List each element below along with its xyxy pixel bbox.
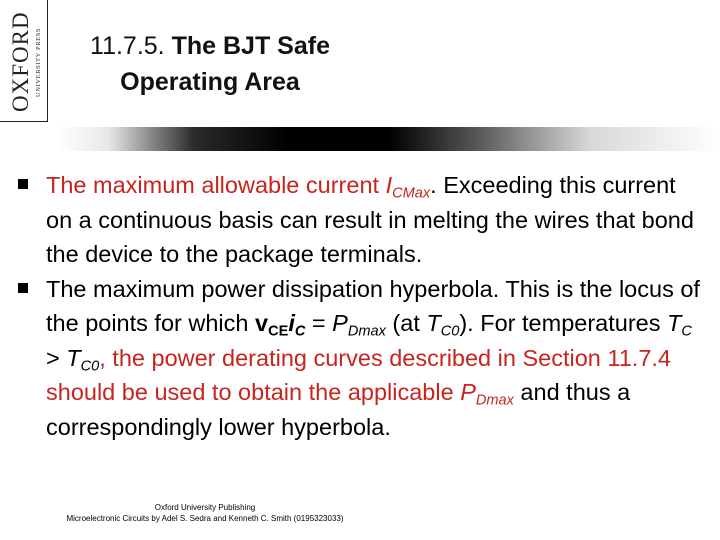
- title-divider-bar: [0, 127, 720, 151]
- bullet-item: [18, 272, 708, 445]
- bullet-item: [18, 168, 708, 272]
- title-line-1: The BJT Safe: [171, 32, 330, 60]
- footer-book: Microelectronic Circuits by Adel S. Sedra and Kenneth C. Smith (0195323033): [66, 514, 344, 523]
- at-text: (at: [385, 310, 427, 336]
- pdmax-symbol-2: $P_{Dmax}$: [460, 379, 514, 409]
- ic-symbol: $i_C$: [288, 310, 306, 340]
- logo-subtitle: UNIVERSITY PRESS: [35, 27, 42, 97]
- bullet-2-text: The maximum power dissipation hyperbola. This is the locus of the points for which: [46, 275, 700, 336]
- oxford-logo: [0, 0, 48, 122]
- pdmax-symbol: $P_{Dmax}$: [332, 310, 386, 340]
- tc-symbol: $T_C$: [667, 310, 692, 340]
- tc0-symbol-2: $T_{C0}$: [66, 344, 100, 374]
- slide-content: [18, 168, 708, 444]
- page-title: [70, 28, 350, 100]
- title-line-2: Operating Area: [120, 68, 300, 96]
- vce-symbol: $v_{CE}$: [255, 310, 289, 340]
- current-symbol: $I_{CMax}$: [385, 172, 431, 202]
- tc0-symbol: $T_{C0}$: [426, 310, 460, 340]
- footer-citation: [20, 502, 390, 524]
- square-bullet-icon: [18, 179, 28, 189]
- equals-sign: =: [305, 310, 333, 336]
- footer-publisher: Oxford University Publishing: [154, 503, 256, 512]
- square-bullet-icon: [18, 283, 28, 293]
- greater-than: >: [46, 344, 67, 371]
- logo-wordmark: OXFORD: [8, 11, 33, 113]
- bullet-1-rest: . Exceeding this current on a continuous basis can result in melting the wires that bond the device to the package terminals.: [46, 172, 694, 267]
- temperatures-text: ). For temperatures: [459, 310, 668, 336]
- bullet-1-intro: The maximum allowable current: [46, 172, 380, 198]
- bullet-2-end: and thus a correspondingly lower hyperbola.: [46, 379, 631, 440]
- section-number: 11.7.5.: [90, 32, 165, 60]
- derating-text: , the power derating curves described in Section 11.7.4 should be used to obtain the applicable: [46, 344, 671, 405]
